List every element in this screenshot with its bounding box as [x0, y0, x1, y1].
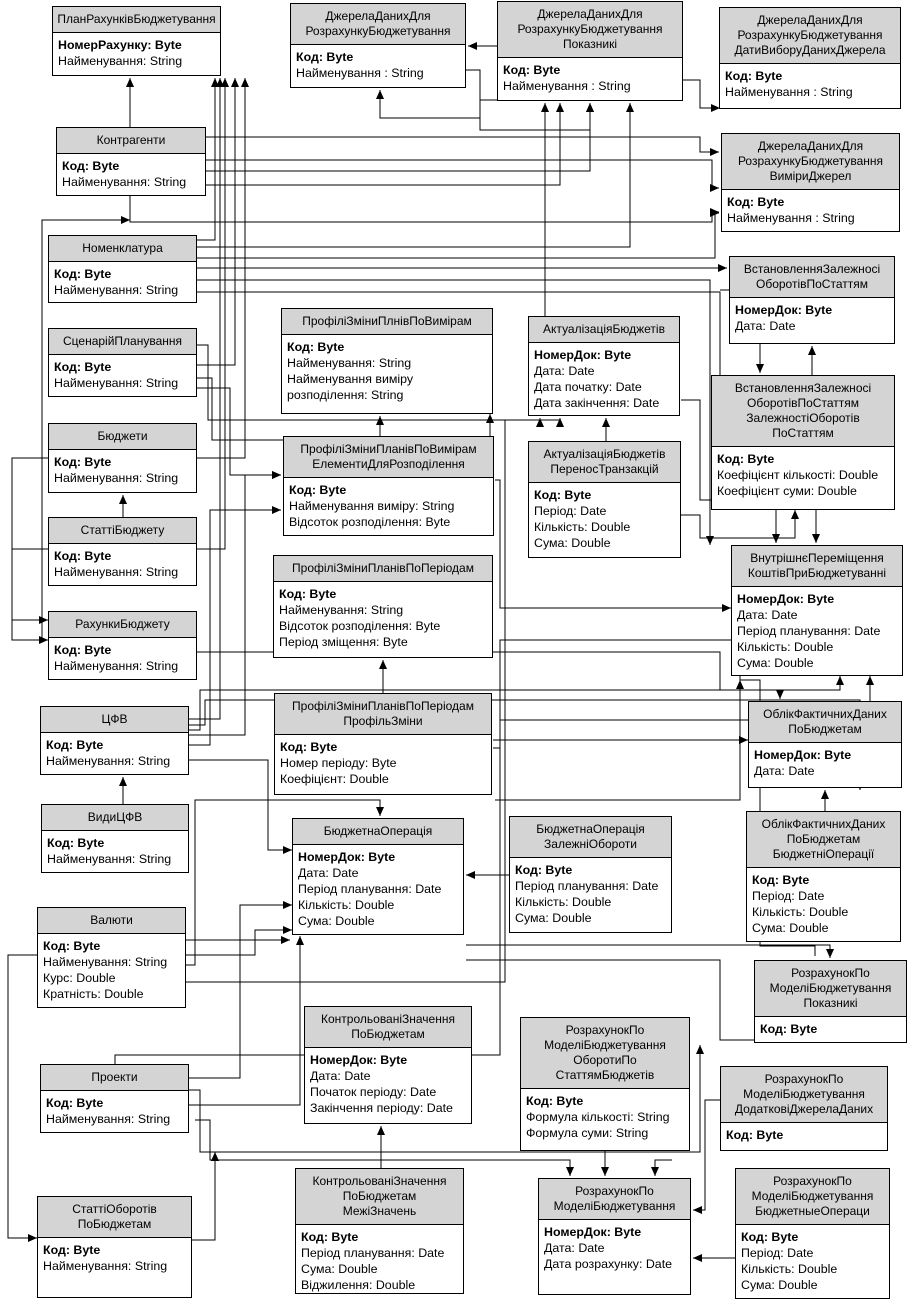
relationship-line — [683, 80, 720, 108]
entity-title: КонтрольованіЗначення ПоБюджетам — [305, 1007, 471, 1048]
entity-box — [48, 235, 197, 303]
entity-box — [735, 1168, 890, 1299]
entity-box — [720, 1066, 888, 1151]
relationship-line — [206, 103, 560, 185]
entity-box — [37, 1196, 192, 1298]
entity-attribute: Період планування: Date — [515, 879, 659, 893]
entity-box — [48, 517, 197, 586]
entity-attribute: розподілення: String — [287, 388, 404, 402]
relationship-line — [8, 955, 37, 1238]
entity-attribute: Найменування: String — [54, 283, 179, 297]
entity-title: ДжерелаДанихДля РозрахункуБюджетування — [291, 4, 465, 45]
entity-box — [283, 436, 494, 536]
entity-title: ВидиЦФВ — [42, 805, 188, 831]
relationship-line — [12, 549, 48, 620]
entity-attribute: Кількість: Double — [298, 898, 395, 912]
entity-attribute: Найменування: String — [54, 659, 179, 673]
entity-attribute: Кратність: Double — [43, 987, 144, 1001]
entity-box — [748, 701, 902, 788]
entity-attribute: Найменування : String — [503, 79, 631, 93]
entity-key-attribute: НомерДок: Byte — [735, 303, 833, 317]
entity-title: АктуалізаціяБюджетів ПереносТранзакцій — [529, 442, 680, 483]
entity-attributes — [498, 58, 682, 98]
entity-key-attribute: Код: Byte — [287, 340, 345, 354]
entity-attributes — [49, 544, 196, 584]
entity-box — [52, 6, 221, 76]
entity-attribute: Найменування: String — [58, 54, 183, 68]
entity-box — [281, 308, 493, 414]
entity-attributes — [41, 733, 188, 773]
entity-title: АктуалізаціяБюджетів — [529, 317, 679, 343]
entity-box — [273, 555, 493, 658]
entity-attributes — [736, 1225, 889, 1297]
relationship-line — [189, 510, 281, 745]
entity-attribute: Кількість: Double — [737, 640, 834, 654]
entity-attribute: Початок періоду: Date — [310, 1085, 437, 1099]
entity-attributes — [293, 845, 463, 933]
entity-title: Бюджети — [49, 424, 196, 450]
entity-attribute: Період планування: Date — [298, 882, 442, 896]
entity-key-attribute: Код: Byte — [280, 740, 338, 754]
entity-key-attribute: Код: Byte — [43, 939, 101, 953]
relationship-line — [192, 1152, 215, 1240]
entity-box — [37, 907, 186, 1008]
entity-attributes — [722, 190, 899, 230]
entity-key-attribute: Код: Byte — [289, 483, 347, 497]
relationship-line — [197, 388, 281, 475]
entity-attribute: Найменування : String — [296, 66, 424, 80]
entity-box — [48, 611, 197, 680]
entity-title: Проекти — [41, 1065, 188, 1091]
entity-key-attribute: Код: Byte — [526, 1094, 584, 1108]
entity-attributes — [732, 587, 902, 675]
entity-attribute: Кількість: Double — [534, 520, 631, 534]
entity-box — [528, 316, 680, 416]
entity-attribute: Дата: Date — [310, 1069, 371, 1083]
entity-box — [711, 375, 895, 510]
entity-title: ДжерелаДанихДля РозрахункуБюджетування ДатиВиборуДанихДжерела — [720, 8, 900, 64]
entity-attributes — [38, 1238, 191, 1278]
entity-box — [40, 706, 189, 775]
entity-box — [729, 256, 895, 344]
entity-attributes — [49, 355, 196, 395]
entity-attribute: Період планування: Date — [301, 1246, 445, 1260]
entity-attribute: Віджилення: Double — [301, 1278, 416, 1292]
relationship-line — [206, 137, 719, 152]
entity-attributes — [305, 1048, 471, 1120]
entity-title: ПланРахунківБюджетування — [53, 7, 220, 33]
relationship-line — [197, 103, 630, 247]
entity-attribute: Дата: Date — [754, 764, 815, 778]
entity-attributes — [720, 64, 900, 104]
entity-attributes — [755, 1017, 906, 1041]
entity-key-attribute: Код: Byte — [54, 267, 112, 281]
entity-attribute: Курс: Double — [43, 971, 116, 985]
entity-attributes — [274, 582, 492, 654]
entity-attribute: Дата закінчення: Date — [534, 396, 660, 410]
entity-attribute: Кількість: Double — [752, 905, 849, 919]
entity-title: РозрахунокПо МоделіБюджетування — [539, 1179, 690, 1220]
entity-title: Номенклатура — [49, 236, 196, 262]
entity-attribute: Найменування: String — [287, 356, 412, 370]
entity-title: ПрофіліЗміниПлнівПоВимірам — [282, 309, 492, 335]
entity-title: ДжерелаДанихДля РозрахункуБюджетування ВиміриДжерел — [722, 134, 899, 190]
entity-title: РозрахунокПо МоделіБюджетування БюджетныеОпераци — [736, 1169, 889, 1225]
entity-title: ДжерелаДанихДля РозрахункуБюджетування Показникі — [498, 2, 682, 58]
entity-attributes — [529, 483, 680, 555]
entity-attribute: Номер періоду: Byte — [280, 756, 397, 770]
entity-attribute: Дата розрахунку: Date — [544, 1257, 673, 1271]
entity-attribute: Найменування: String — [43, 955, 168, 969]
entity-attribute: Період: Date — [741, 1246, 814, 1260]
entity-key-attribute: НомерДок: Byte — [754, 748, 852, 762]
entity-attribute: Дата: Date — [534, 364, 595, 378]
relationship-line — [466, 945, 830, 958]
entity-key-attribute: Код: Byte — [46, 738, 104, 752]
entity-attributes — [53, 33, 220, 73]
entity-box — [497, 1, 683, 101]
entity-box — [304, 1006, 472, 1124]
entity-attribute: Період: Date — [752, 889, 825, 903]
entity-title: ПрофіліЗміниПланівПоВимірам ЕлементиДляРозподілення — [284, 437, 493, 478]
entity-key-attribute: Код: Byte — [54, 549, 112, 563]
entity-attributes — [749, 743, 901, 783]
relationship-line — [130, 196, 719, 222]
entity-attribute: Найменування: String — [43, 1259, 168, 1273]
entity-key-attribute: Код: Byte — [534, 488, 592, 502]
entity-attribute: Найменування: String — [54, 376, 179, 390]
entity-attributes — [42, 831, 188, 871]
entity-attributes — [539, 1220, 690, 1276]
entity-box — [274, 693, 492, 795]
entity-attribute: Найменування виміру: String — [289, 499, 455, 513]
relationship-line — [480, 100, 590, 130]
entity-attribute: Дата: Date — [735, 319, 796, 333]
entity-attribute: Сума: Double — [752, 921, 829, 935]
entity-box — [290, 3, 466, 88]
entity-key-attribute: Код: Byte — [726, 1128, 784, 1142]
entity-title: РахункиБюджету — [49, 612, 196, 638]
entity-key-attribute: Код: Byte — [62, 159, 120, 173]
entity-title: КонтрольованіЗначення ПоБюджетам МежіЗначень — [296, 1169, 463, 1225]
entity-box — [56, 127, 206, 196]
entity-key-attribute: НомерРахунку: Byte — [58, 38, 182, 52]
entity-title: РозрахунокПо МоделіБюджетування ОборотиПо СтаттямБюджетів — [521, 1018, 689, 1089]
entity-attribute: Найменування виміру — [287, 372, 414, 386]
entity-attributes — [282, 335, 492, 407]
entity-attribute: Найменування: String — [62, 175, 187, 189]
entity-title: РозрахунокПо МоделіБюджетування ДодатковіДжерелаДаних — [721, 1067, 887, 1123]
entity-key-attribute: НомерДок: Byte — [298, 850, 396, 864]
entity-attributes — [291, 45, 465, 85]
entity-title: ОблікФактичнихДаних ПоБюджетам — [749, 702, 901, 743]
entity-key-attribute: Код: Byte — [279, 587, 337, 601]
entity-key-attribute: Код: Byte — [760, 1022, 818, 1036]
entity-title: ВнутрішнєПереміщення КоштівПриБюджетуванні — [732, 546, 902, 587]
entity-attribute: Період: Date — [534, 504, 607, 518]
entity-attribute: Найменування: String — [279, 603, 404, 617]
entity-attribute: Сума: Double — [534, 536, 611, 550]
entity-attribute: Формула кількості: String — [526, 1110, 670, 1124]
relationship-line — [189, 936, 300, 1105]
entity-attribute: Сума: Double — [298, 914, 375, 928]
entity-attributes — [510, 858, 671, 930]
entity-attributes — [49, 638, 196, 678]
entity-box — [48, 328, 197, 397]
entity-attribute: Дата початку: Date — [534, 380, 642, 394]
entity-attribute: Дата: Date — [544, 1241, 605, 1255]
entity-attribute: Закінчення періоду: Date — [310, 1101, 453, 1115]
relationship-line — [655, 1160, 672, 1176]
entity-attributes — [747, 868, 900, 940]
entity-attribute: Найменування : String — [727, 211, 855, 225]
entity-attribute: Коефіцієнт кількості: Double — [717, 468, 879, 482]
entity-attributes — [49, 262, 196, 302]
entity-attribute: Найменування: String — [54, 565, 179, 579]
entity-box — [292, 818, 464, 935]
entity-box — [721, 133, 900, 232]
entity-title: ПрофіліЗміниПланівПоПеріодам — [274, 556, 492, 582]
entity-attribute: Найменування: String — [47, 852, 172, 866]
entity-title: ВстановленняЗалежносі ОборотівПоСтаттям ЗалежностіОборотів ПоСтаттям — [712, 376, 894, 447]
entity-attribute: Період зміщення: Byte — [279, 635, 408, 649]
entity-key-attribute: Код: Byte — [47, 836, 105, 850]
entity-box — [509, 816, 672, 933]
entity-title: СценарійПланування — [49, 329, 196, 355]
entity-key-attribute: Код: Byte — [296, 50, 354, 64]
entity-title: Контрагенти — [57, 128, 205, 154]
entity-attribute: Сума: Double — [737, 656, 814, 670]
entity-key-attribute: Код: Byte — [725, 69, 783, 83]
entity-attributes — [49, 450, 196, 490]
entity-key-attribute: Код: Byte — [43, 1243, 101, 1257]
entity-key-attribute: НомерДок: Byte — [534, 348, 632, 362]
relationship-line — [693, 1100, 720, 1210]
entity-attributes — [41, 1091, 188, 1131]
entity-title: ОблікФактичнихДаних ПоБюджетам БюджетніОперації — [747, 812, 900, 868]
entity-box — [520, 1017, 690, 1151]
entity-title: БюджетнаОперація — [293, 819, 463, 845]
entity-box — [538, 1178, 691, 1295]
entity-box — [40, 1064, 189, 1133]
entity-attribute: Сума: Double — [515, 911, 592, 925]
entity-title: ПрофіліЗміниПланівПоПеріодам ПрофільЗміни — [275, 694, 491, 735]
entity-key-attribute: Код: Byte — [54, 455, 112, 469]
entity-attribute: Кількість: Double — [741, 1262, 838, 1276]
entity-attribute: Коефіцієнт суми: Double — [717, 484, 857, 498]
entity-title: БюджетнаОперація ЗалежніОбороти — [510, 817, 671, 858]
entity-attribute: Коефіцієнт: Double — [280, 772, 389, 786]
relationship-line — [197, 213, 719, 258]
entity-key-attribute: Код: Byte — [515, 863, 573, 877]
entity-title: СтаттіБюджету — [49, 518, 196, 544]
entity-box — [295, 1168, 464, 1294]
entity-attributes — [521, 1089, 689, 1145]
entity-key-attribute: Код: Byte — [54, 643, 112, 657]
entity-key-attribute: Код: Byte — [752, 873, 810, 887]
entity-attribute: Сума: Double — [741, 1278, 818, 1292]
entity-attribute: Сума: Double — [301, 1262, 378, 1276]
entity-attributes — [296, 1225, 463, 1297]
entity-attributes — [529, 343, 679, 415]
entity-attribute: Найменування: String — [46, 754, 171, 768]
entity-attributes — [712, 447, 894, 503]
entity-attributes — [38, 934, 185, 1006]
relationship-line — [186, 930, 292, 955]
entity-key-attribute: Код: Byte — [717, 452, 775, 466]
entity-box — [719, 7, 901, 109]
entity-key-attribute: НомерДок: Byte — [737, 592, 835, 606]
entity-box — [746, 811, 901, 942]
entity-attributes — [57, 154, 205, 194]
relationship-line — [189, 905, 292, 1078]
entity-attribute: Відсоток розподілення: Byte — [289, 515, 451, 529]
entity-attribute: Найменування : String — [725, 85, 853, 99]
entity-attribute: Найменування: String — [46, 1112, 171, 1126]
relationship-line — [206, 160, 719, 188]
entity-title: СтаттіОборотів ПоБюджетам — [38, 1197, 191, 1238]
entity-key-attribute: Код: Byte — [46, 1096, 104, 1110]
entity-title: ВстановленняЗалежносі ОборотівПоСтаттям — [730, 257, 894, 298]
relationship-line — [189, 475, 281, 735]
entity-attribute: Період планування: Date — [737, 624, 881, 638]
entity-attribute: Формула суми: String — [526, 1126, 649, 1140]
entity-attributes — [275, 735, 491, 791]
entity-key-attribute: НомерДок: Byte — [310, 1053, 408, 1067]
entity-box — [48, 423, 197, 493]
relationship-line — [197, 652, 780, 699]
entity-key-attribute: НомерДок: Byte — [544, 1225, 642, 1239]
entity-attribute: Кількість: Double — [515, 895, 612, 909]
entity-key-attribute: Код: Byte — [741, 1230, 799, 1244]
entity-box — [731, 545, 903, 676]
entity-attributes — [730, 298, 894, 338]
entity-box — [754, 960, 907, 1043]
entity-box — [41, 804, 189, 873]
entity-box — [528, 441, 681, 558]
entity-title: ЦФВ — [41, 707, 188, 733]
entity-attributes — [284, 478, 493, 534]
entity-key-attribute: Код: Byte — [54, 360, 112, 374]
entity-title: РозрахунокПо МоделіБюджетування Показникі — [755, 961, 906, 1017]
entity-attribute: Дата: Date — [298, 866, 359, 880]
entity-key-attribute: Код: Byte — [301, 1230, 359, 1244]
entity-attribute: Відсоток розподілення: Byte — [279, 619, 441, 633]
entity-title: Валюти — [38, 908, 185, 934]
entity-attributes — [721, 1123, 887, 1147]
entity-attribute: Найменування: String — [54, 471, 179, 485]
entity-key-attribute: Код: Byte — [727, 195, 785, 209]
relationship-line — [681, 510, 795, 538]
entity-key-attribute: Код: Byte — [503, 63, 561, 77]
entity-attribute: Дата: Date — [737, 608, 798, 622]
